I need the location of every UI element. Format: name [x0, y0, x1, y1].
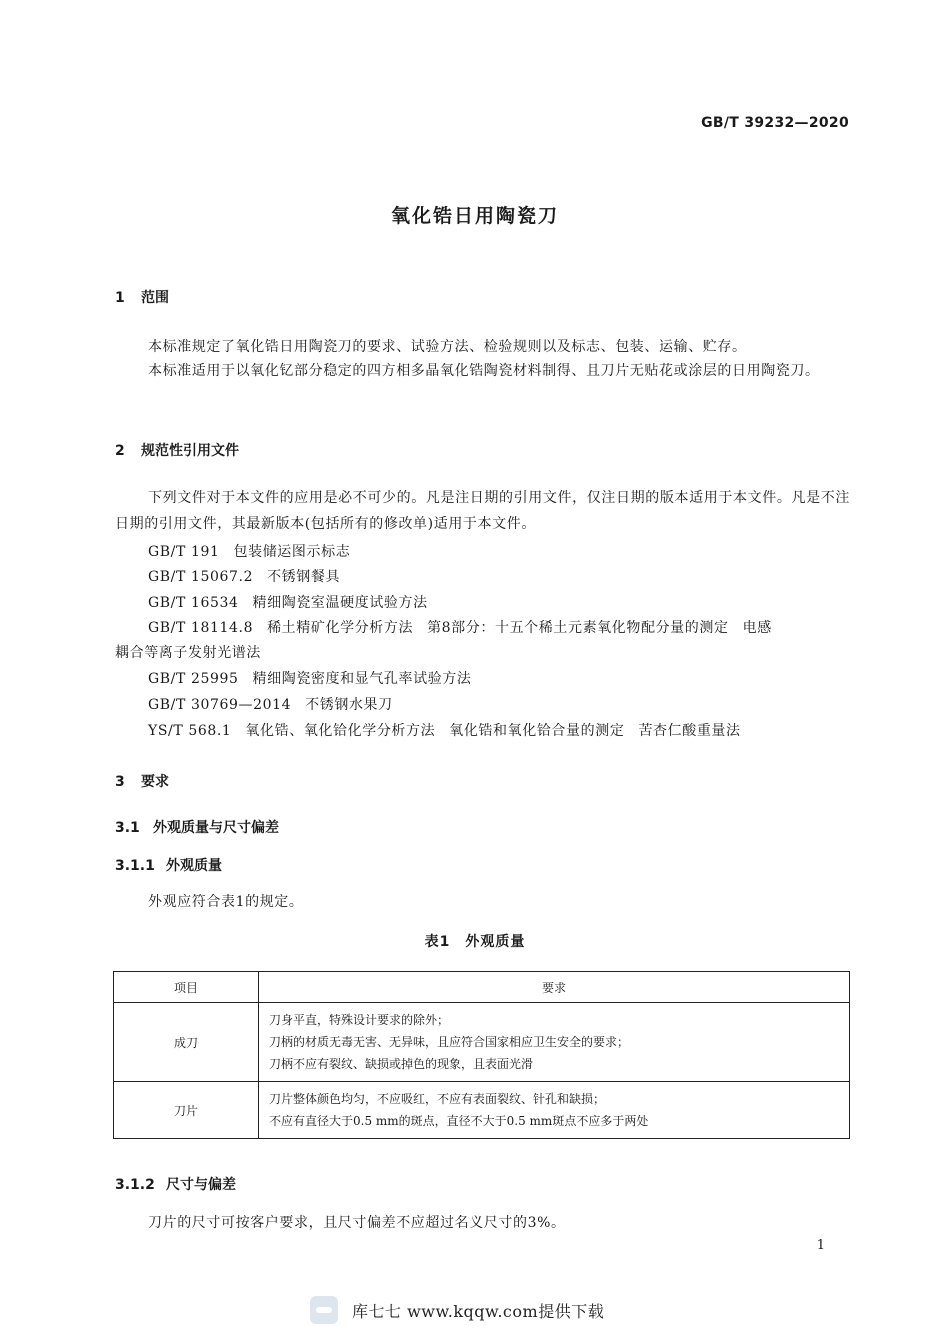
section-number: 3 — [115, 774, 125, 790]
reference-item — [148, 592, 428, 612]
page-number: 1 — [816, 1238, 825, 1253]
reference-method: 电感 — [742, 620, 772, 636]
section-title: 范围 — [141, 290, 169, 306]
reference-code: GB/T 16534 — [148, 595, 239, 611]
reference-item — [148, 694, 393, 714]
reference-item — [148, 720, 741, 740]
reference-continuation: 耦合等离子发射光谱法 — [115, 645, 261, 661]
reference-code: YS/T 568.1 — [148, 723, 232, 739]
section-number: 3.1 — [115, 820, 140, 836]
table-row — [114, 1082, 850, 1139]
table-caption: 表1 外观质量 — [424, 934, 526, 950]
footer-watermark — [310, 1290, 604, 1330]
section-3-1-1-heading — [115, 855, 222, 875]
reference-code: GB/T 15067.2 — [148, 569, 254, 585]
appearance-paragraph: 外观应符合表1的规定。 — [148, 894, 304, 910]
reference-item — [148, 668, 472, 688]
section-title: 规范性引用文件 — [141, 443, 239, 459]
scope-paragraph-2: 本标准适用于以氧化钇部分稳定的四方相多晶氧化锆陶瓷材料制得、且刀片无贴花或涂层的日用陶瓷刀。 — [148, 363, 820, 379]
reference-code: GB/T 30769—2014 — [148, 697, 292, 713]
reference-code: GB/T 18114.8 — [148, 620, 254, 636]
site-logo-icon — [310, 1296, 338, 1324]
section-1-heading — [115, 287, 169, 307]
requirement-line: 刀柄的材质无毒无害、无异味，且应符合国家相应卫生安全的要求； — [269, 1035, 630, 1049]
reference-title: 稀土精矿化学分析方法 — [267, 620, 414, 636]
requirement-line: 刀片整体颜色均匀，不应吸红，不应有表面裂纹、针孔和缺损； — [269, 1092, 606, 1106]
row-requirement-cell — [259, 1003, 850, 1082]
document-title: 氧化锆日用陶瓷刀 — [390, 205, 559, 227]
reference-code: GB/T 191 — [148, 544, 220, 560]
reference-title: 不锈钢餐具 — [267, 569, 341, 585]
reference-subtitle: 第8部分：十五个稀土元素氧化物配分量的测定 — [427, 620, 729, 636]
row-item-cell: 成刀 — [114, 1003, 259, 1082]
reference-method: 苦杏仁酸重量法 — [638, 723, 741, 739]
section-3-1-2-heading — [115, 1174, 236, 1194]
row-item-cell: 刀片 — [114, 1082, 259, 1139]
row-requirement-cell — [259, 1082, 850, 1139]
reference-subtitle: 氧化锆和氧化铪合量的测定 — [449, 723, 625, 739]
section-number: 1 — [115, 290, 125, 306]
reference-title: 不锈钢水果刀 — [305, 697, 393, 713]
references-intro: 下列文件对于本文件的应用是必不可少的。凡是注日期的引用文件，仅注日期的版本适用于本文件。凡是不注日期的引用文件，其最新版本(包括所有的修改单)适用于本文件。 — [115, 490, 850, 532]
scope-paragraph-1: 本标准规定了氧化锆日用陶瓷刀的要求、试验方法、检验规则以及标志、包装、运输、贮存。 — [148, 339, 747, 355]
column-header-item: 项目 — [114, 972, 259, 1003]
requirement-line: 刀柄不应有裂纹、缺损或掉色的现象，且表面光滑 — [269, 1057, 534, 1071]
section-title: 外观质量 — [166, 858, 222, 874]
requirement-line: 不应有直径大于0.5 mm的斑点，直径不大于0.5 mm斑点不应多于两处 — [269, 1114, 649, 1128]
table-header-row — [114, 972, 850, 1003]
reference-title: 包装储运图示标志 — [233, 544, 351, 560]
section-number: 3.1.1 — [115, 858, 155, 874]
section-2-heading — [115, 440, 239, 460]
section-3-1-heading — [115, 817, 279, 837]
dimension-paragraph: 刀片的尺寸可按客户要求，且尺寸偏差不应超过名义尺寸的3%。 — [148, 1215, 566, 1231]
reference-item — [148, 617, 772, 637]
column-header-requirement: 要求 — [259, 972, 850, 1003]
appearance-table — [113, 971, 850, 1139]
section-title: 尺寸与偏差 — [166, 1177, 236, 1193]
section-3-heading — [115, 771, 169, 791]
requirement-line: 刀身平直，特殊设计要求的除外； — [269, 1013, 450, 1027]
section-number: 2 — [115, 443, 125, 459]
reference-code: GB/T 25995 — [148, 671, 239, 687]
table-row — [114, 1003, 850, 1082]
reference-title: 精细陶瓷密度和显气孔率试验方法 — [252, 671, 472, 687]
reference-title: 氧化锆、氧化铪化学分析方法 — [245, 723, 436, 739]
reference-item — [148, 541, 350, 561]
reference-item — [148, 566, 340, 586]
reference-title: 精细陶瓷室温硬度试验方法 — [252, 595, 428, 611]
section-number: 3.1.2 — [115, 1177, 155, 1193]
section-title: 要求 — [141, 774, 169, 790]
standard-code: GB/T 39232—2020 — [701, 115, 849, 131]
section-title: 外观质量与尺寸偏差 — [153, 820, 279, 836]
footer-text: 库七七 www.kqqw.com提供下载 — [352, 1301, 605, 1321]
